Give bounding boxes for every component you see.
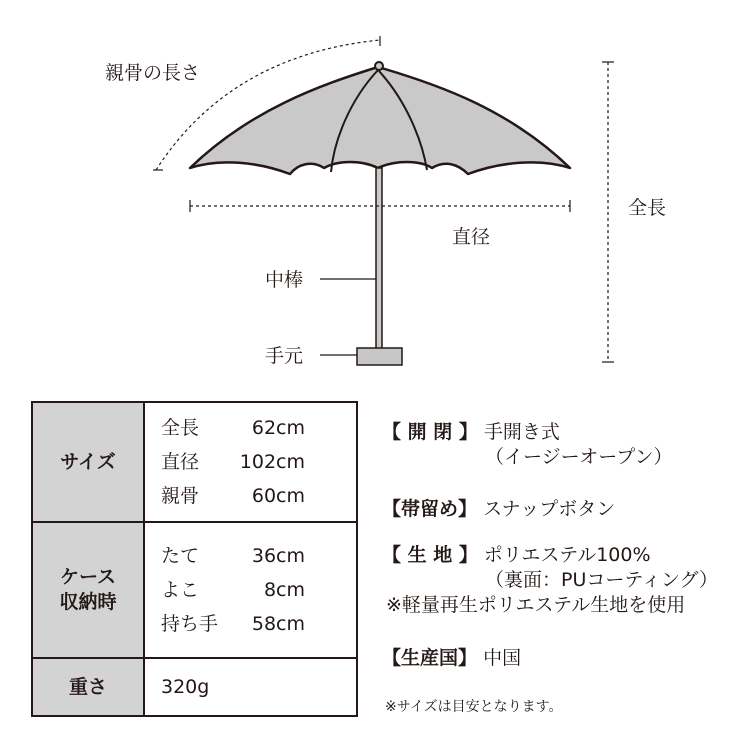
origin-value: 中国 xyxy=(483,647,522,669)
fabric-note: ※軽量再生ポリエステル生地を使用 xyxy=(386,594,686,616)
total-length-label: 全長 xyxy=(628,197,667,219)
info-strap xyxy=(382,497,615,522)
weight-value: 320g xyxy=(144,658,357,716)
spec-row-size xyxy=(32,402,357,522)
shaft-label: 中棒 xyxy=(265,269,304,291)
case-header-line1: ケース xyxy=(59,566,117,588)
fabric-value2: （裏面：PUコーティング） xyxy=(485,569,719,591)
rib-length-label: 親骨の長さ xyxy=(105,62,201,84)
handle-label: 手元 xyxy=(265,345,304,367)
size-key: 全長 xyxy=(161,417,200,439)
size-row-diameter xyxy=(161,445,356,479)
size-value: 60cm xyxy=(251,485,305,507)
umbrella-canopy xyxy=(190,67,570,174)
case-row-width xyxy=(161,573,356,607)
case-value: 36cm xyxy=(251,545,305,567)
origin-label: 【生産国】 xyxy=(382,647,478,669)
case-value: 8cm xyxy=(263,579,305,601)
case-row-handle xyxy=(161,607,356,641)
size-key: 親骨 xyxy=(161,485,200,507)
strap-label: 【帯留め】 xyxy=(382,498,478,520)
spec-table xyxy=(31,401,358,717)
size-key: 直径 xyxy=(161,451,200,473)
case-header-line2: 収納時 xyxy=(59,591,117,613)
size-header: サイズ xyxy=(32,402,144,522)
diameter-label: 直径 xyxy=(452,226,491,248)
spec-row-case xyxy=(32,522,357,658)
opening-value2: （イージーオープン） xyxy=(485,446,673,468)
info-fabric xyxy=(382,543,718,618)
fabric-value: ポリエステル100% xyxy=(483,544,651,566)
strap-value: スナップボタン xyxy=(483,498,616,520)
case-key: たて xyxy=(161,545,200,567)
case-values xyxy=(144,522,357,658)
size-value: 102cm xyxy=(239,451,305,473)
umbrella-shaft xyxy=(376,168,382,350)
case-row-height xyxy=(161,539,356,573)
umbrella-handle xyxy=(357,348,402,365)
weight-header: 重さ xyxy=(32,658,144,716)
size-row-rib xyxy=(161,479,356,513)
spec-row-weight xyxy=(32,658,357,716)
size-row-total xyxy=(161,411,356,445)
case-key: 持ち手 xyxy=(161,613,219,635)
case-value: 58cm xyxy=(251,613,305,635)
opening-value: 手開き式 xyxy=(483,421,560,443)
size-value: 62cm xyxy=(251,417,305,439)
opening-label: 【 開 閉 】 xyxy=(382,421,478,443)
case-key: よこ xyxy=(161,579,200,601)
case-header xyxy=(32,522,144,658)
size-values xyxy=(144,402,357,522)
info-opening xyxy=(382,420,673,470)
size-footnote: ※サイズは目安となります。 xyxy=(385,699,563,715)
info-origin xyxy=(382,646,521,671)
fabric-label: 【 生 地 】 xyxy=(382,544,478,566)
